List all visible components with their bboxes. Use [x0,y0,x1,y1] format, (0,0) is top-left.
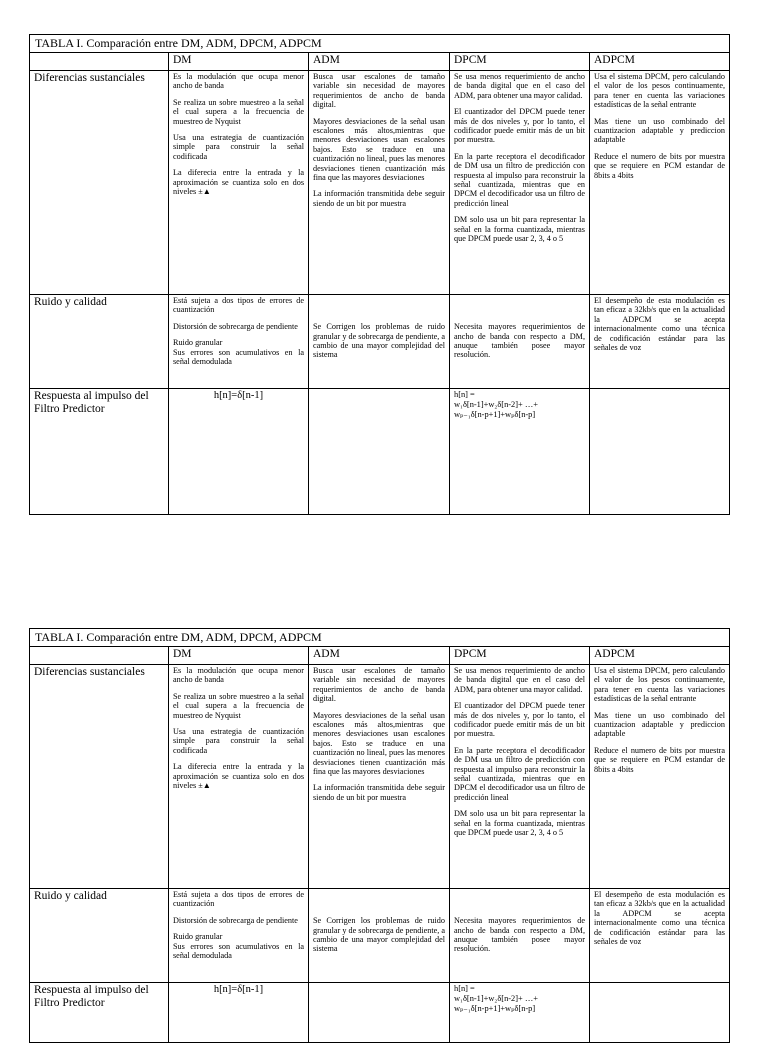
formula-line: h[n] = [454,984,475,993]
cell-ruido-dm [169,889,309,983]
formula-line: w₁δ[n-1]+w₂δ[n-2]+ …+ [454,994,538,1003]
cell-paragraph: Se usa menos requerimiento de ancho de banda digital que en el caso del ADM, para obtener una mayor calidad. [454,666,585,694]
cell-paragraph: Reduce el numero de bits por muestra que se requiere en PCM estandar de 8bits a 4bits [594,745,725,774]
cell-paragraph: La diferecia entre la entrada y la aproximación se cuantiza solo en dos niveles ±▲ [173,168,304,197]
cell-paragraph: Usa una estrategia de cuantización simple para construir la señal codificada [173,133,304,161]
cell-respuesta-dm: h[n]=δ[n-1] [169,983,309,1043]
cell-respuesta-adm [309,983,450,1043]
formula-line: wₚ₋₁δ[n-p+1]+wₚδ[n-p] [454,410,536,419]
cell-paragraph: Ruido granular [173,932,223,942]
cell-paragraph: Se realiza un sobre muestreo a la señal el cual supera a la frecuencia de muestreo de Nyquist [173,691,304,720]
cell-diferencias-dm [169,665,309,889]
cell-respuesta-dpcm [450,983,590,1043]
formula-line: w₁δ[n-1]+w₂δ[n-2]+ …+ [454,400,538,409]
column-header-adm: ADM [309,647,450,665]
cell-respuesta-dm: h[n]=δ[n-1] [169,389,309,515]
cell-paragraph: Se usa menos requerimiento de ancho de banda digital que en el caso del ADM, para obtener una mayor calidad. [454,72,585,100]
cell-paragraph: Reduce el numero de bits por muestra que se requiere en PCM estandar de 8bits a 4bits [594,151,725,180]
cell-diferencias-adpcm [590,665,730,889]
row-label-diferencias: Diferencias sustanciales [30,71,169,295]
cell-paragraph: La información transmitida debe seguir siendo de un bit por muestra [313,783,445,802]
cell-paragraph: Está sujeta a dos tipos de errores de cuantización [173,890,304,909]
cell-paragraph: Usa el sistema DPCM, pero calculando el valor de los pesos continuamente, para tener en cuenta las variaciones estadísticas de la señal entrante [594,72,725,110]
comparison-table-2 [29,628,730,1043]
cell-paragraph: Mayores desviaciones de la señal usan escalones más altos,mientras que menores desviaciones usan escalones bajos. Esto se traduce en una cuantización no lineal, pues las menores desviaciones tienen cuantización más fina que las mayores desviaciones [313,710,445,777]
cell-paragraph: Busca usar escalones de tamaño variable sin necesidad de mayores requerimientos de ancho de banda digital. [313,72,445,110]
table-caption: TABLA I. Comparación entre DM, ADM, DPCM, ADPCM [30,629,730,647]
row-label-ruido: Ruido y calidad [30,889,169,983]
cell-paragraph: Sus errores son acumulativos en la señal demodulada [173,347,304,367]
column-header-dpcm: DPCM [450,53,590,71]
header-blank [30,53,169,71]
cell-paragraph: Ruido granular [173,338,223,348]
cell-paragraph: Está sujeta a dos tipos de errores de cuantización [173,296,304,315]
cell-ruido-dpcm [450,889,590,983]
cell-paragraph: DM solo usa un bit para representar la señal en la forma cuantizada, mientras que DPCM puede usar 2, 3, 4 o 5 [454,215,585,244]
column-header-adpcm: ADPCM [590,53,730,71]
cell-ruido-adpcm [590,889,730,983]
column-header-dpcm: DPCM [450,647,590,665]
cell-paragraph: Mas tiene un uso combinado del cuantizacion adaptable y prediccion adaptable [594,116,725,145]
cell-ruido-adm [309,889,450,983]
table-caption: TABLA I. Comparación entre DM, ADM, DPCM, ADPCM [30,35,730,53]
cell-ruido-dm [169,295,309,389]
cell-paragraph: Usa una estrategia de cuantización simple para construir la señal codificada [173,727,304,755]
cell-respuesta-dpcm [450,389,590,515]
formula-line: wₚ₋₁δ[n-p+1]+wₚδ[n-p] [454,1004,536,1013]
column-header-adm: ADM [309,53,450,71]
cell-ruido-adpcm [590,295,730,389]
cell-paragraph: El desempeño de esta modulación es tan eficaz a 32kb/s que en la actualidad la ADPCM se acepta internacionalmente como una técnica de codificación estándar para las señales de voz [594,890,725,947]
cell-paragraph: Necesita mayores requerimientos de ancho de banda con respecto a DM, anuque también posee mayor resolución. [454,916,585,954]
header-blank [30,647,169,665]
cell-paragraph: Se realiza un sobre muestreo a la señal el cual supera a la frecuencia de muestreo de Nyquist [173,97,304,126]
cell-paragraph: Sus errores son acumulativos en la señal demodulada [173,941,304,961]
cell-paragraph: Mayores desviaciones de la señal usan escalones más altos,mientras que menores desviaciones usan escalones bajos. Esto se traduce en una cuantización no lineal, pues las menores desviaciones tienen cuantización más fina que las mayores desviaciones [313,116,445,183]
cell-respuesta-adpcm [590,983,730,1043]
cell-diferencias-dpcm [450,665,590,889]
cell-paragraph: En la parte receptora el decodificador de DM usa un filtro de predicción con respuesta al impulso para reconstruir la señal cuantizada, mientras que en DPCM el decodificador usa un filtro de predicción lineal [454,745,585,802]
cell-paragraph: Se Corrigen los problemas de ruido granular y de sobrecarga de pendiente, a cambio de una mayor complejidad del sistema [313,322,445,360]
cell-respuesta-adpcm [590,389,730,515]
cell-paragraph: DM solo usa un bit para representar la señal en la forma cuantizada, mientras que DPCM puede usar 2, 3, 4 o 5 [454,809,585,838]
cell-paragraph: Se Corrigen los problemas de ruido granular y de sobrecarga de pendiente, a cambio de una mayor complejidad del sistema [313,916,445,954]
cell-respuesta-adm [309,389,450,515]
cell-diferencias-adm [309,665,450,889]
row-label-respuesta: Respuesta al impulso del Filtro Predictor [30,983,169,1043]
cell-paragraph: La información transmitida debe seguir siendo de un bit por muestra [313,189,445,208]
comparison-table-1 [29,34,730,515]
formula-line: h[n] = [454,390,475,399]
row-label-diferencias: Diferencias sustanciales [30,665,169,889]
cell-paragraph: En la parte receptora el decodificador de DM usa un filtro de predicción con respuesta al impulso para reconstruir la señal cuantizada, mientras que en DPCM el decodificador usa un filtro de predicción lineal [454,151,585,208]
column-header-adpcm: ADPCM [590,647,730,665]
column-header-dm: DM [169,53,309,71]
cell-paragraph: Es la modulación que ocupa menor ancho de banda [173,666,304,685]
cell-paragraph: Distorsión de sobrecarga de pendiente [173,915,298,925]
cell-paragraph: Es la modulación que ocupa menor ancho de banda [173,72,304,91]
row-label-respuesta: Respuesta al impulso del Filtro Predictor [30,389,169,515]
cell-diferencias-adpcm [590,71,730,295]
cell-paragraph: La diferecia entre la entrada y la aproximación se cuantiza solo en dos niveles ±▲ [173,762,304,791]
cell-paragraph: El cuantizador del DPCM puede tener más de dos niveles y, por lo tanto, el codificador puede emitir más de un bit por muestra. [454,107,585,145]
cell-ruido-adm [309,295,450,389]
cell-diferencias-dm [169,71,309,295]
cell-diferencias-adm [309,71,450,295]
column-header-dm: DM [169,647,309,665]
cell-paragraph: El cuantizador del DPCM puede tener más de dos niveles y, por lo tanto, el codificador puede emitir más de un bit por muestra. [454,701,585,739]
cell-paragraph: Usa el sistema DPCM, pero calculando el valor de los pesos continuamente, para tener en cuenta las variaciones estadísticas de la señal entrante [594,666,725,704]
cell-diferencias-dpcm [450,71,590,295]
cell-paragraph: Mas tiene un uso combinado del cuantizacion adaptable y prediccion adaptable [594,710,725,739]
cell-paragraph: El desempeño de esta modulación es tan eficaz a 32kb/s que en la actualidad la ADPCM se acepta internacionalmente como una técnica de codificación estándar para las señales de voz [594,296,725,353]
row-label-ruido: Ruido y calidad [30,295,169,389]
cell-paragraph: Distorsión de sobrecarga de pendiente [173,321,298,331]
cell-paragraph: Busca usar escalones de tamaño variable sin necesidad de mayores requerimientos de ancho de banda digital. [313,666,445,704]
cell-ruido-dpcm [450,295,590,389]
cell-paragraph: Necesita mayores requerimientos de ancho de banda con respecto a DM, anuque también posee mayor resolución. [454,322,585,360]
